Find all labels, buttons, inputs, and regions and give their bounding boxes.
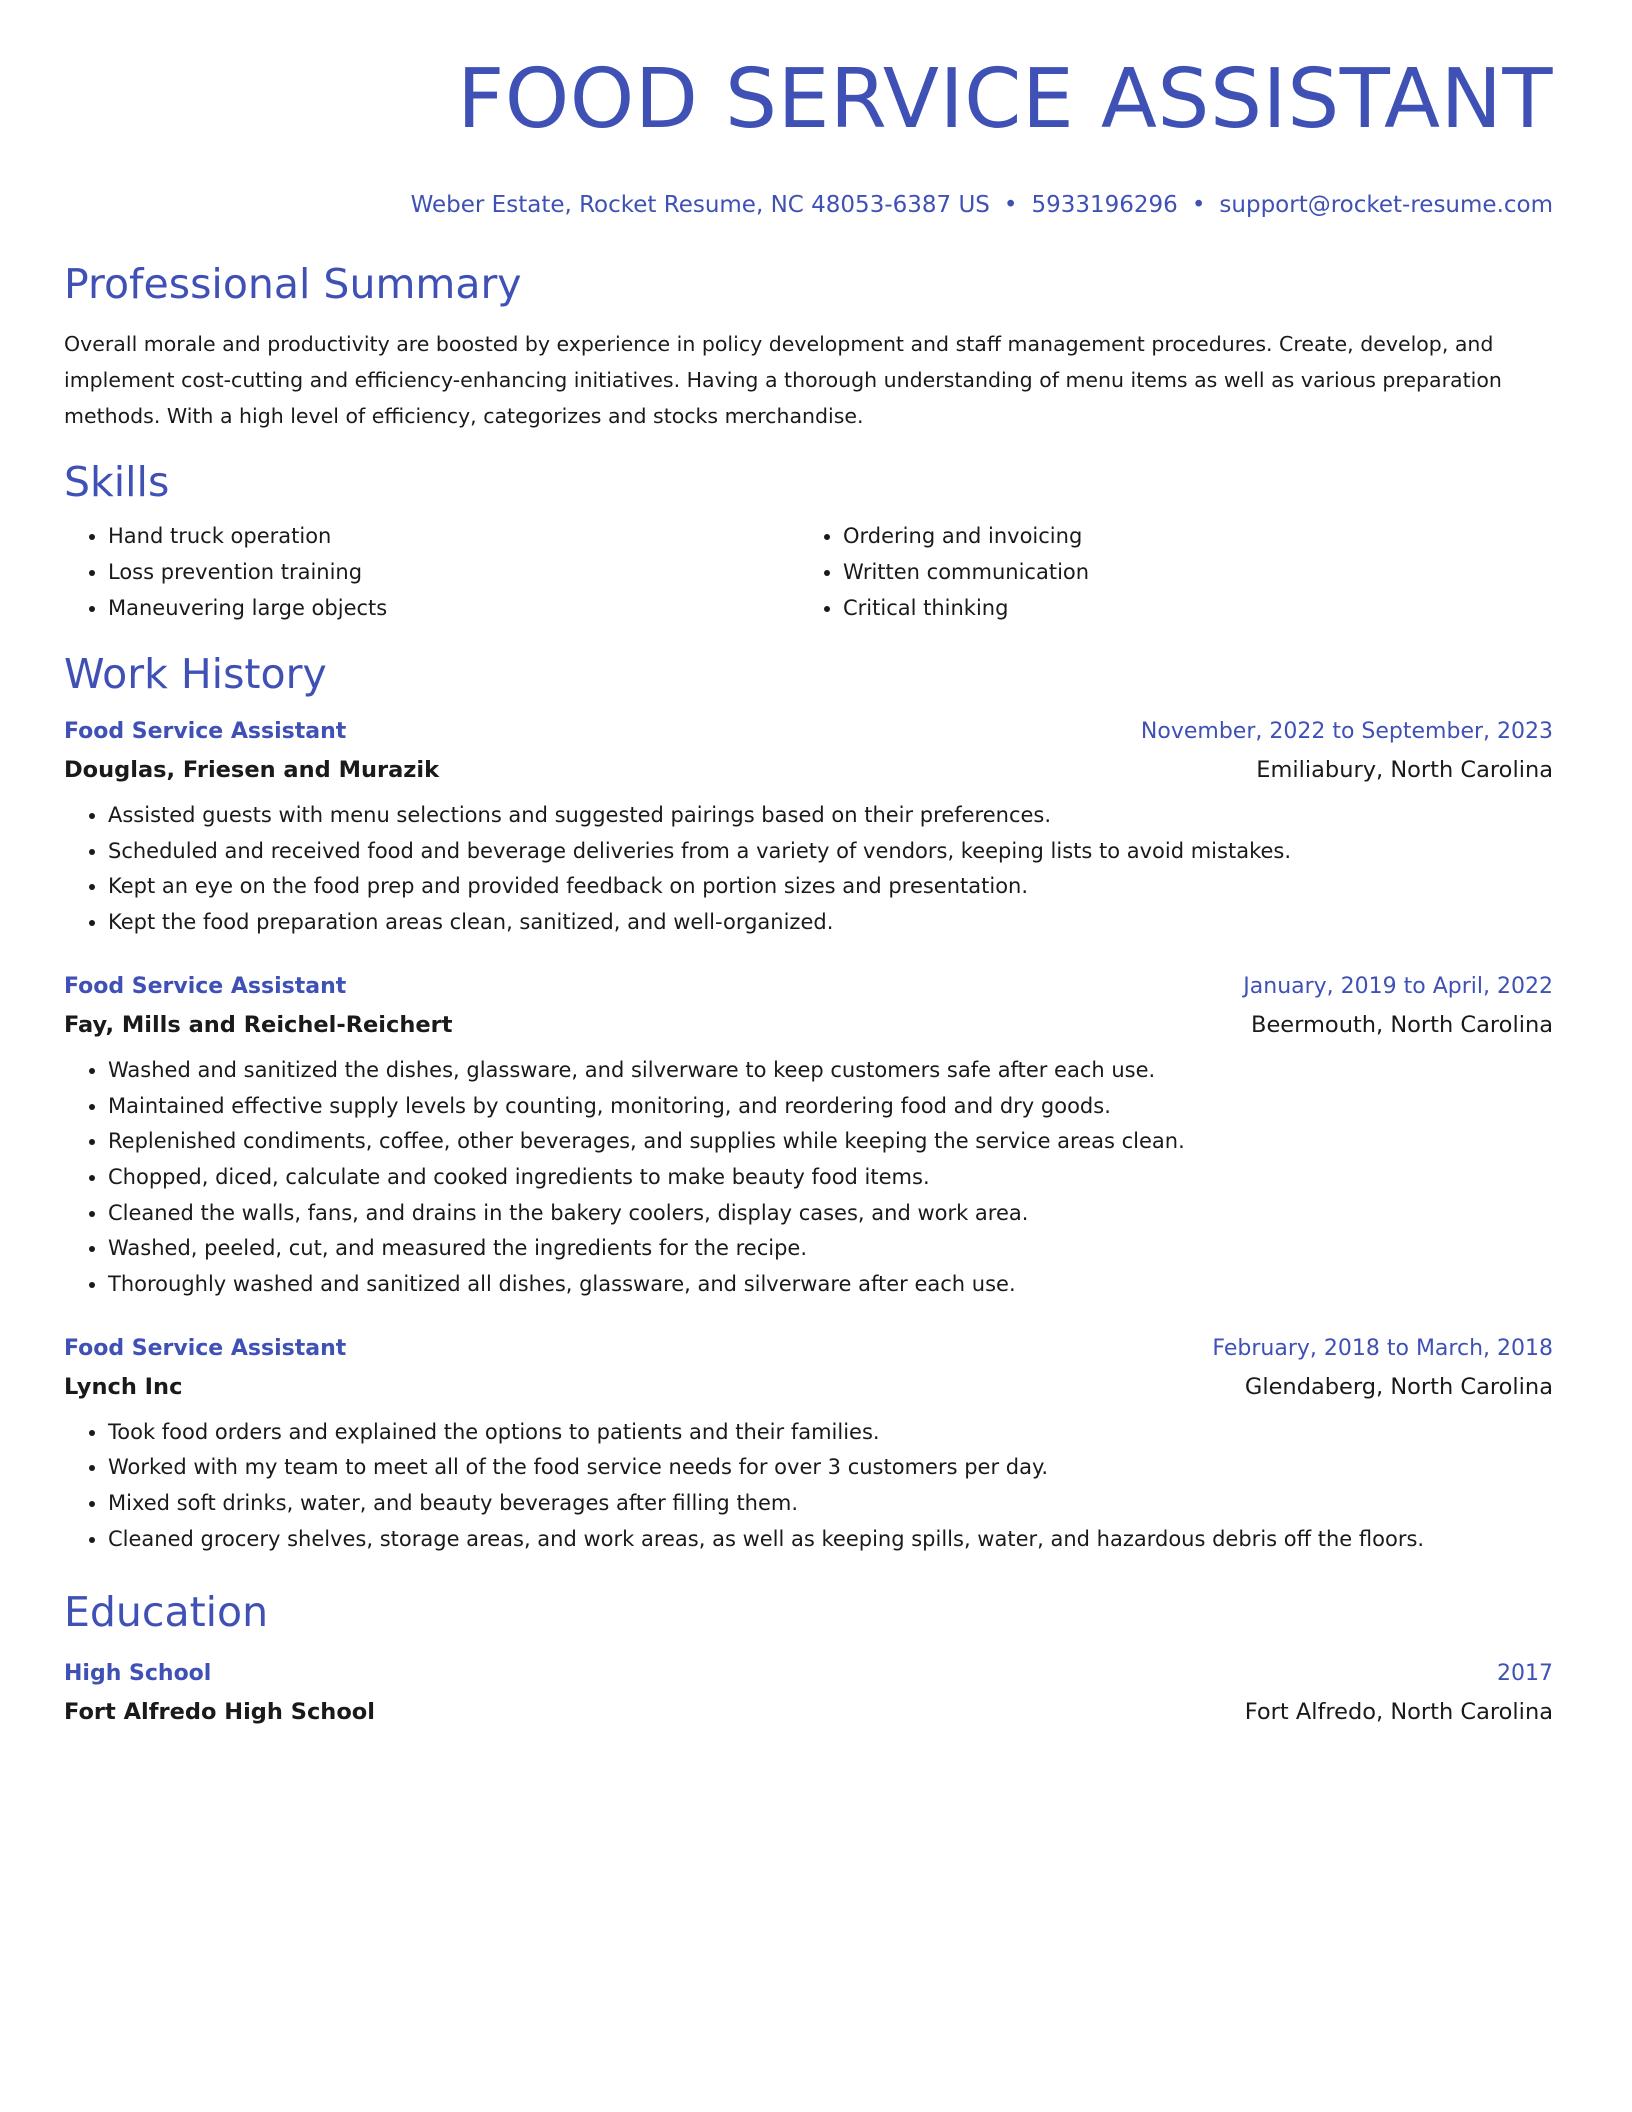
job-duty: • Kept the food preparation areas clean, sanitized, and well-organized. [108,905,1553,941]
education-heading: Education [64,1587,269,1636]
education-degree-row [64,1656,1553,1692]
resume-header [64,0,1553,220]
contact-separator: • [1191,192,1206,218]
education-year: 2017 [1497,1660,1553,1686]
job-duty: • Thoroughly washed and sanitized all dishes, glassware, and silverware after each use. [108,1267,1553,1303]
contact-line [64,190,1553,220]
job-title-row [64,1331,1553,1367]
job-title: Food Service Assistant [64,973,347,999]
job-duties-list [64,1415,1553,1558]
work-history-heading: Work History [64,650,327,698]
education-section [64,1586,1553,1732]
education-degree: High School [64,1660,212,1686]
job-title-row [64,714,1553,750]
job-duty: • Assisted guests with menu selections and suggested pairings based on their preferences. [108,798,1553,834]
job-title: Food Service Assistant [64,719,347,744]
skill-item: • Maneuvering large objects [108,590,799,626]
contact-phone[interactable]: 5933196296 [1031,192,1178,218]
job-duty: • Took food orders and explained the options to patients and their families. [108,1415,1553,1451]
job-entry [64,1331,1553,1558]
job-duty: • Washed and sanitized the dishes, glassware, and silverware to keep customers safe after each use. [108,1053,1553,1089]
job-company: Lynch Inc [64,1373,183,1400]
job-dates: January, 2019 to April, 2022 [1243,973,1553,999]
skill-item: • Written communication [843,554,1534,590]
summary-heading: Professional Summary [64,260,522,308]
skills-section [64,456,1553,626]
candidate-name: FOOD SERVICE ASSISTANT [457,52,1553,147]
job-duty: • Chopped, diced, calculate and cooked ingredients to make beauty food items. [108,1160,1553,1196]
skill-item: • Loss prevention training [108,554,799,590]
job-duty: • Scheduled and received food and beverage deliveries from a variety of vendors, keeping lists to avoid mistakes. [108,834,1553,870]
resume-page [64,0,1553,1732]
job-location: Glendaberg, North Carolina [1244,1373,1553,1400]
summary-text: Overall morale and productivity are boosted by experience in policy development and staff management procedures. Create, develop, and implement cost-cutting and efficiency-enhancing initiatives. Having a thorough understanding of menu items as well as various preparation methods. With a high level of efficiency, categorizes and stocks merchandise. [64,332,1502,428]
job-dates: November, 2022 to September, 2023 [1140,719,1553,744]
skills-heading: Skills [64,458,170,506]
skills-columns [64,518,1553,626]
job-entry [64,969,1553,1303]
education-entry [64,1656,1553,1732]
education-school: Fort Alfredo High School [64,1698,375,1725]
summary-section [64,258,1553,434]
job-duty: • Kept an eye on the food prep and provided feedback on portion sizes and presentation. [108,869,1553,905]
skill-item: • Hand truck operation [108,518,799,554]
education-school-row [64,1692,1553,1732]
skills-list-left [64,518,799,626]
job-duty: • Cleaned the walls, fans, and drains in the bakery coolers, display cases, and work area. [108,1196,1553,1232]
job-company: Douglas, Friesen and Murazik [64,757,440,783]
skill-item: • Ordering and invoicing [843,518,1534,554]
job-location: Beermouth, North Carolina [1251,1011,1553,1038]
job-title-row [64,969,1553,1005]
job-duty: • Worked with my team to meet all of the food service needs for over 3 customers per day. [108,1450,1553,1486]
job-company-row [64,1367,1553,1407]
job-duty: • Mixed soft drinks, water, and beauty beverages after filling them. [108,1486,1553,1522]
job-duty: • Cleaned grocery shelves, storage areas, and work areas, as well as keeping spills, water, and hazardous debris off the floors. [108,1522,1553,1558]
contact-address: Weber Estate, Rocket Resume, NC 48053-6387 US [410,192,990,218]
job-location: Emiliabury, North Carolina [1256,757,1553,783]
job-company-row [64,1005,1553,1045]
job-dates: February, 2018 to March, 2018 [1212,1335,1553,1361]
job-entry [64,714,1553,941]
job-duty: • Washed, peeled, cut, and measured the ingredients for the recipe. [108,1231,1553,1267]
job-title: Food Service Assistant [64,1335,347,1361]
skill-item: • Critical thinking [843,590,1534,626]
education-location: Fort Alfredo, North Carolina [1244,1698,1553,1725]
job-duties-list [64,798,1553,941]
contact-separator: • [1003,192,1018,218]
job-duty: • Replenished condiments, coffee, other beverages, and supplies while keeping the service areas clean. [108,1124,1553,1160]
job-duties-list [64,1053,1553,1303]
contact-email[interactable]: support@rocket-resume.com [1219,192,1553,218]
work-history-section [64,648,1553,1558]
job-company-row [64,750,1553,790]
skills-list-right [799,518,1534,626]
job-company: Fay, Mills and Reichel-Reichert [64,1011,453,1038]
job-duty: • Maintained effective supply levels by counting, monitoring, and reordering food and dry goods. [108,1089,1553,1125]
